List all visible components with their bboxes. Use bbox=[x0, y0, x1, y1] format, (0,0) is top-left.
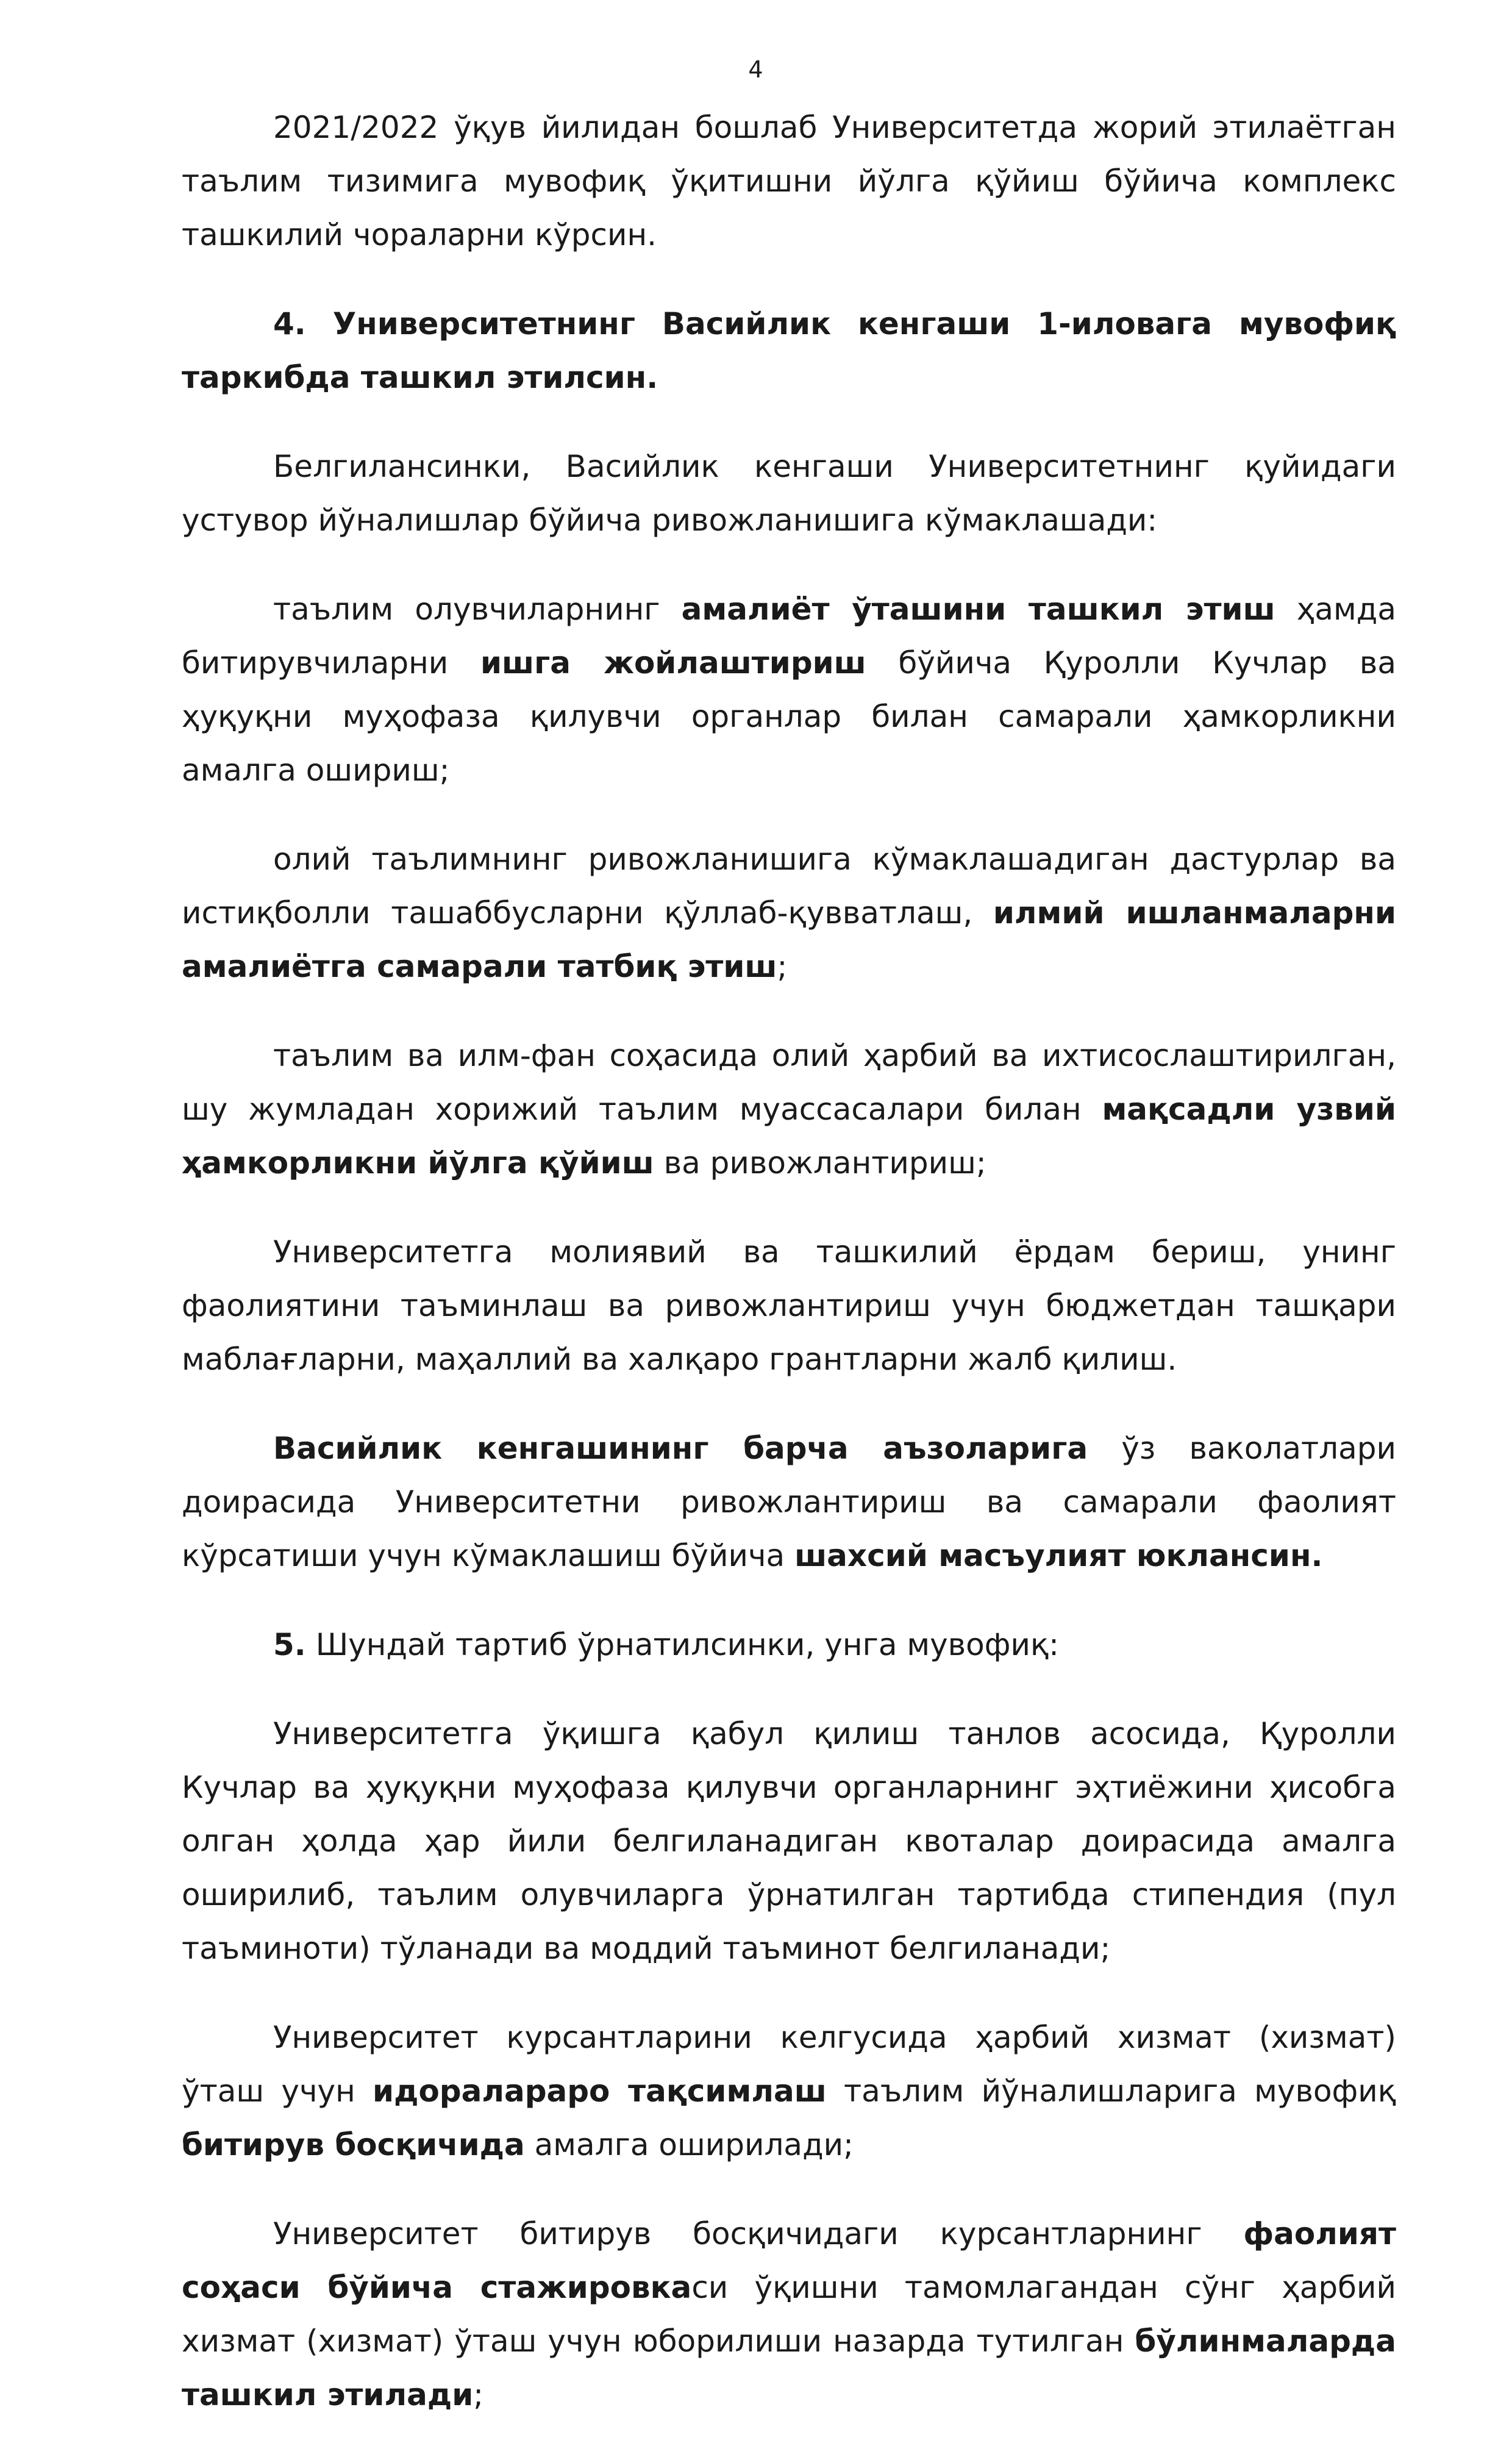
paragraph-5 bbox=[182, 832, 1396, 993]
paragraph-7 bbox=[182, 1225, 1396, 1386]
text-run: таълим олувчиларнинг bbox=[273, 592, 682, 627]
text-run: ; bbox=[473, 2377, 484, 2412]
text-run: олий таълимнинг ривожланишига кўмаклашадиган дастурлар ва истиқболли ташаббусларни қўллаб-қувватлаш, bbox=[182, 842, 1396, 931]
text-run: Университет битирув босқичидаги курсантларнинг bbox=[273, 2216, 1244, 2251]
text-run: ва ривожлантириш; bbox=[654, 1145, 986, 1181]
text-run-bold: фаолият соҳаси бўйича стажировка bbox=[182, 2216, 1396, 2305]
section-number: 4. bbox=[273, 306, 333, 342]
document-body bbox=[182, 101, 1396, 2457]
page-number: 4 bbox=[748, 56, 764, 83]
text-run-bold: бўлинмаларда ташкил этилади bbox=[182, 2323, 1396, 2412]
text-run: си ўқишни тамомлагандан сўнг ҳарбий хизмат (хизмат) ўташ учун юборилиши назарда тутилган bbox=[182, 2270, 1396, 2359]
text-run-bold: Васийлик кенгашининг барча аъзоларига bbox=[273, 1431, 1088, 1466]
text-run: Белгилансинки, Васийлик кенгаши Университетнинг қуйидаги устувор йўналишлар бўйича ривожланишига кўмаклашади: bbox=[182, 449, 1396, 538]
text-run: Университетга молиявий ва ташкилий ёрдам бериш, унинг фаолиятини таъминлаш ва ривожлантириш учун бюджетдан ташқари маблағларни, маҳаллий ва халқаро грантларни жалб қилиш. bbox=[182, 1234, 1396, 1377]
paragraph-12 bbox=[182, 2207, 1396, 2422]
text-run: амалга оширилади; bbox=[524, 2127, 854, 2162]
text-run: ўз ваколатлари доирасида Университетни ривожлантириш ва самарали фаолият кўрсатиши учун кўмаклашиш бўйича bbox=[182, 1431, 1396, 1573]
text-run-bold: идоралараро тақсимлаш bbox=[373, 2073, 827, 2109]
paragraph-6 bbox=[182, 1029, 1396, 1190]
text-run: бўйича Қуролли Кучлар ва ҳуқуқни муҳофаза қилувчи органлар билан самарали ҳамкорликни амалга ошириш; bbox=[182, 645, 1396, 788]
text-run: Шундай тартиб ўрнатилсинки, унга мувофиқ: bbox=[305, 1627, 1060, 1662]
paragraph-4 bbox=[182, 582, 1396, 797]
text-run-bold: ишга жойлаштириш bbox=[480, 645, 866, 681]
text-run-bold: мақсадли узвий ҳамкорликни йўлга қўйиш bbox=[182, 1092, 1396, 1181]
text-run-bold: амалиёт ўташини ташкил этиш bbox=[681, 592, 1275, 627]
text-run-bold: илмий ишланмаларни амалиётга самарали татбиқ этиш bbox=[182, 895, 1396, 984]
paragraph-10 bbox=[182, 1707, 1396, 1975]
text-run: таълим йўналишларига мувофиқ bbox=[826, 2073, 1396, 2109]
text-run: 2021/2022 ўқув йилидан бошлаб Университетда жорий этилаётган таълим тизимига мувофиқ ўқитишни йўлга қўйиш бўйича комплекс ташкилий чораларни кўрсин. bbox=[182, 110, 1396, 252]
paragraph-9 bbox=[182, 1618, 1396, 1672]
text-run: Университетнинг Васийлик кенгаши 1-иловага мувофиқ таркибда ташкил этилсин. bbox=[182, 306, 1396, 395]
text-run: ҳамда битирувчиларни bbox=[182, 592, 1396, 681]
paragraph-11 bbox=[182, 2011, 1396, 2172]
section-number: 5. bbox=[273, 1627, 306, 1662]
text-run: таълим ва илм-фан соҳасида олий ҳарбий ва ихтисослаштирилган, шу жумладан хорижий таълим муассасалари билан bbox=[182, 1038, 1396, 1127]
paragraph-2 bbox=[182, 297, 1396, 404]
paragraph-8 bbox=[182, 1422, 1396, 1583]
text-run-bold: шахсий масъулият юклансин. bbox=[794, 1538, 1323, 1573]
text-run: Университетга ўқишга қабул қилиш танлов асосида, Қуролли Кучлар ва ҳуқуқни муҳофаза қилувчи органларнинг эҳтиёжини ҳисобга олган ҳолда ҳар йили белгиланадиган квоталар доирасида амалга оширилиб, таълим олувчиларга ўрнатилган тартибда стипендия (пул таъминоти) тўланади ва моддий таъминот белгиланади; bbox=[182, 1716, 1396, 1966]
text-run: Университет курсантларини келгусида ҳарбий хизмат (хизмат) ўташ учун bbox=[182, 2020, 1396, 2109]
text-run: ; bbox=[777, 949, 788, 984]
paragraph-3 bbox=[182, 440, 1396, 547]
text-run-bold: битирув босқичида bbox=[182, 2127, 525, 2162]
paragraph-1 bbox=[182, 101, 1396, 262]
